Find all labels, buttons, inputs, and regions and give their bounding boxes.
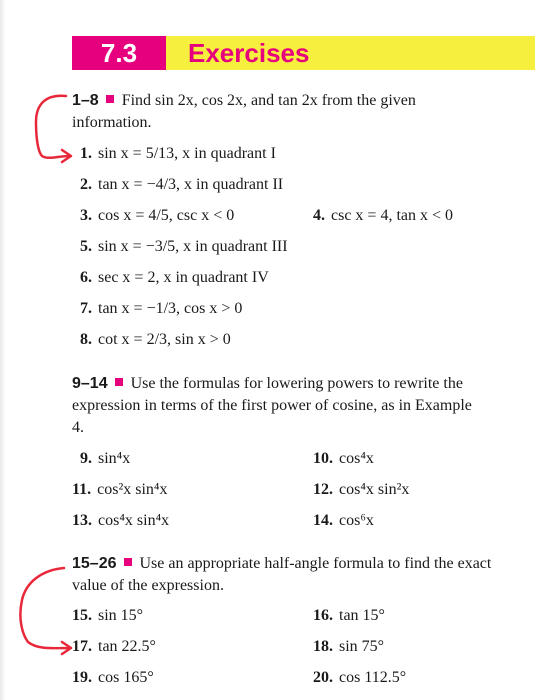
exercise-item: 8. cot x = 2/3, sin x > 0 [80, 331, 231, 348]
exercise-item: 6. sec x = 2, x in quadrant IV [80, 269, 269, 286]
exercise-item: 5. sin x = −3/5, x in quadrant III [80, 238, 288, 255]
red-annotation-arrow-2 [14, 560, 76, 660]
scan-edge-shadow [0, 0, 6, 700]
exercise-item: 7. tan x = −1/3, cos x > 0 [80, 300, 243, 317]
square-bullet-icon [124, 558, 132, 566]
group-instruction: Use an appropriate half-angle formula to find the exact value of the expression. [72, 555, 492, 594]
group-range: 9–14 [72, 375, 108, 392]
exercise-item: 16. tan 15° [313, 607, 385, 624]
section-title: Exercises [166, 36, 535, 70]
exercise-item: 18. sin 75° [313, 638, 385, 655]
group-2-instructions [72, 373, 482, 439]
exercise-item: 3. cos x = 4/5, csc x < 0 [80, 207, 235, 224]
exercise-item: 9. sin⁴x [80, 450, 131, 467]
exercise-item: 19. cos 165° [72, 669, 154, 686]
exercise-item: 17. tan 22.5° [72, 638, 156, 655]
group-range: 15–26 [72, 555, 117, 572]
exercise-item: 2. tan x = −4/3, x in quadrant II [80, 176, 284, 193]
group-1-instructions [72, 90, 472, 134]
exercise-item: 10. cos⁴x [313, 450, 374, 467]
group-instruction: Find sin 2x, cos 2x, and tan 2x from the given information. [72, 92, 416, 131]
group-3-instructions [72, 553, 502, 597]
red-annotation-arrow-1 [28, 90, 78, 170]
exercise-item: 4. csc x = 4, tan x < 0 [313, 207, 454, 224]
square-bullet-icon [106, 95, 114, 103]
exercise-item: 15. sin 15° [72, 607, 144, 624]
exercise-item: 14. cos⁶x [313, 512, 374, 529]
square-bullet-icon [115, 378, 123, 386]
group-instruction: Use the formulas for lowering powers to rewrite the expression in terms of the first power of cosine, as in Example 4. [72, 375, 472, 436]
exercise-item: 11. cos²x sin⁴x [72, 481, 168, 498]
section-number: 7.3 [72, 36, 166, 70]
exercise-item: 20. cos 112.5° [313, 669, 407, 686]
exercise-item: 13. cos⁴x sin⁴x [72, 512, 170, 529]
exercise-item: 1. sin x = 5/13, x in quadrant I [80, 145, 276, 162]
group-range: 1–8 [72, 92, 99, 109]
exercise-item: 12. cos⁴x sin²x [313, 481, 410, 498]
section-header [72, 36, 535, 70]
